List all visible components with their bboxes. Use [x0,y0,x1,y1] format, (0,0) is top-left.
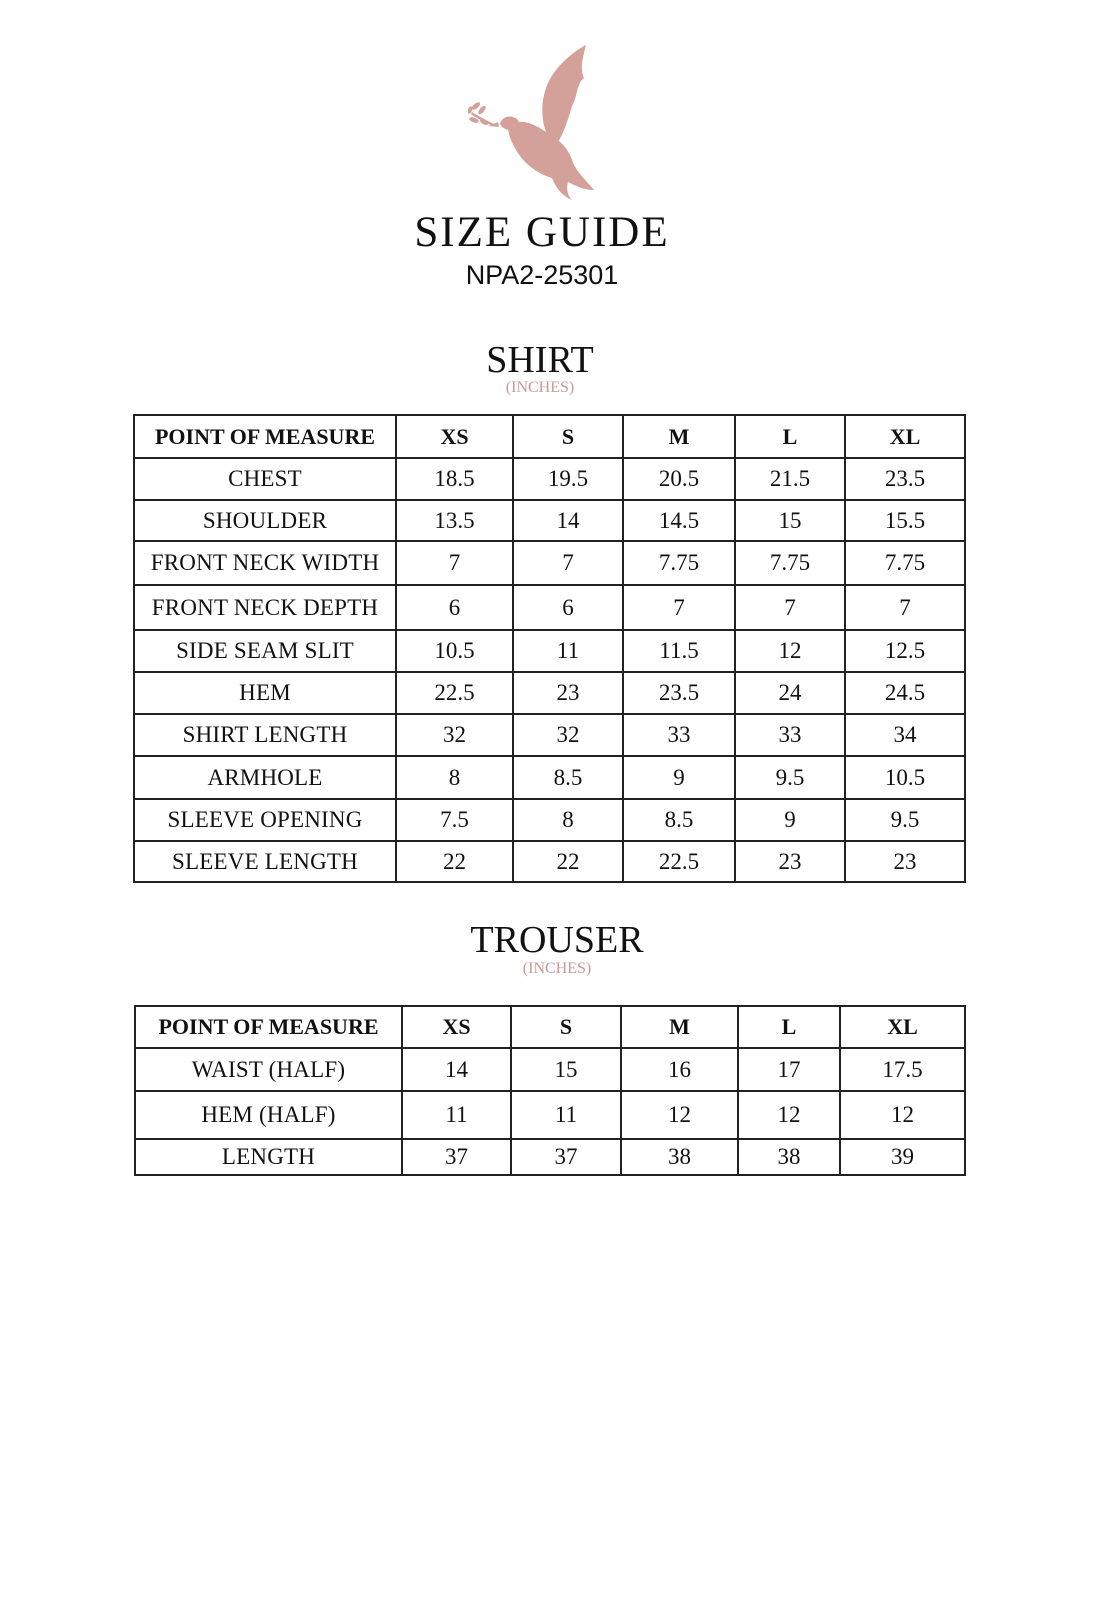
cell-value: 17 [738,1048,840,1091]
header-point-of-measure: POINT OF MEASURE [135,1006,402,1048]
cell-value: 8 [513,799,623,841]
table-row [134,500,965,541]
table-row [134,672,965,714]
cell-value: 7 [513,541,623,585]
cell-value: 9 [623,756,735,799]
cell-value: 7.5 [396,799,513,841]
cell-value: 12.5 [845,630,965,672]
table-row [135,1139,965,1175]
cell-value: 11.5 [623,630,735,672]
cell-value: 8.5 [513,756,623,799]
cell-value: 23.5 [623,672,735,714]
cell-value: 23 [513,672,623,714]
cell-value: 8 [396,756,513,799]
cell-value: 15 [735,500,845,541]
cell-value: 34 [845,714,965,756]
cell-value: 22.5 [396,672,513,714]
page-title: SIZE GUIDE [414,209,670,256]
cell-value: 21.5 [735,458,845,500]
cell-value: 23 [735,841,845,882]
shirt-size-table [133,414,966,883]
row-label: SHIRT LENGTH [134,714,396,756]
header-size-xl: XL [845,415,965,458]
header-size-xs: XS [396,415,513,458]
cell-value: 7.75 [623,541,735,585]
cell-value: 38 [738,1139,840,1175]
cell-value: 6 [513,585,623,630]
table-header-row [135,1006,965,1048]
cell-value: 39 [840,1139,965,1175]
header-point-of-measure: POINT OF MEASURE [134,415,396,458]
dove-logo-icon [468,40,598,200]
cell-value: 17.5 [840,1048,965,1091]
cell-value: 6 [396,585,513,630]
table-row [134,630,965,672]
cell-value: 11 [513,630,623,672]
product-code: NPA2-25301 [465,260,619,290]
table-row [134,585,965,630]
cell-value: 23 [845,841,965,882]
cell-value: 23.5 [845,458,965,500]
cell-value: 15.5 [845,500,965,541]
cell-value: 7.75 [845,541,965,585]
cell-value: 32 [513,714,623,756]
row-label: SIDE SEAM SLIT [134,630,396,672]
cell-value: 11 [402,1091,511,1139]
cell-value: 32 [396,714,513,756]
cell-value: 15 [511,1048,621,1091]
cell-value: 7 [396,541,513,585]
table-row [134,756,965,799]
row-label: LENGTH [135,1139,402,1175]
cell-value: 12 [840,1091,965,1139]
cell-value: 11 [511,1091,621,1139]
table-row [134,714,965,756]
cell-value: 16 [621,1048,738,1091]
cell-value: 9 [735,799,845,841]
trouser-section-title: TROUSER [470,919,644,961]
cell-value: 33 [623,714,735,756]
shirt-unit-label: (INCHES) [505,379,575,396]
cell-value: 20.5 [623,458,735,500]
table-row [134,458,965,500]
cell-value: 12 [621,1091,738,1139]
cell-value: 18.5 [396,458,513,500]
row-label: FRONT NECK WIDTH [134,541,396,585]
header-size-s: S [511,1006,621,1048]
row-label: HEM (HALF) [135,1091,402,1139]
cell-value: 13.5 [396,500,513,541]
row-label: SLEEVE OPENING [134,799,396,841]
cell-value: 24 [735,672,845,714]
row-label: FRONT NECK DEPTH [134,585,396,630]
cell-value: 22 [396,841,513,882]
cell-value: 10.5 [396,630,513,672]
cell-value: 10.5 [845,756,965,799]
cell-value: 12 [738,1091,840,1139]
cell-value: 19.5 [513,458,623,500]
cell-value: 7 [623,585,735,630]
table-row [134,799,965,841]
header-size-l: L [735,415,845,458]
row-label: SLEEVE LENGTH [134,841,396,882]
cell-value: 9.5 [845,799,965,841]
table-row [135,1048,965,1091]
row-label: ARMHOLE [134,756,396,799]
cell-value: 37 [402,1139,511,1175]
header-size-s: S [513,415,623,458]
cell-value: 24.5 [845,672,965,714]
cell-value: 7 [845,585,965,630]
header-size-l: L [738,1006,840,1048]
header-size-m: M [621,1006,738,1048]
cell-value: 12 [735,630,845,672]
cell-value: 33 [735,714,845,756]
header-size-m: M [623,415,735,458]
trouser-size-table [134,1005,966,1176]
cell-value: 8.5 [623,799,735,841]
header-size-xs: XS [402,1006,511,1048]
row-label: HEM [134,672,396,714]
table-row [134,541,965,585]
header-size-xl: XL [840,1006,965,1048]
cell-value: 14 [513,500,623,541]
cell-value: 7.75 [735,541,845,585]
table-header-row [134,415,965,458]
cell-value: 22.5 [623,841,735,882]
cell-value: 7 [735,585,845,630]
trouser-unit-label: (INCHES) [522,960,592,977]
row-label: CHEST [134,458,396,500]
cell-value: 14 [402,1048,511,1091]
row-label: SHOULDER [134,500,396,541]
cell-value: 9.5 [735,756,845,799]
cell-value: 37 [511,1139,621,1175]
cell-value: 14.5 [623,500,735,541]
table-row [135,1091,965,1139]
cell-value: 22 [513,841,623,882]
cell-value: 38 [621,1139,738,1175]
shirt-section-title: SHIRT [486,339,594,381]
table-row [134,841,965,882]
row-label: WAIST (HALF) [135,1048,402,1091]
